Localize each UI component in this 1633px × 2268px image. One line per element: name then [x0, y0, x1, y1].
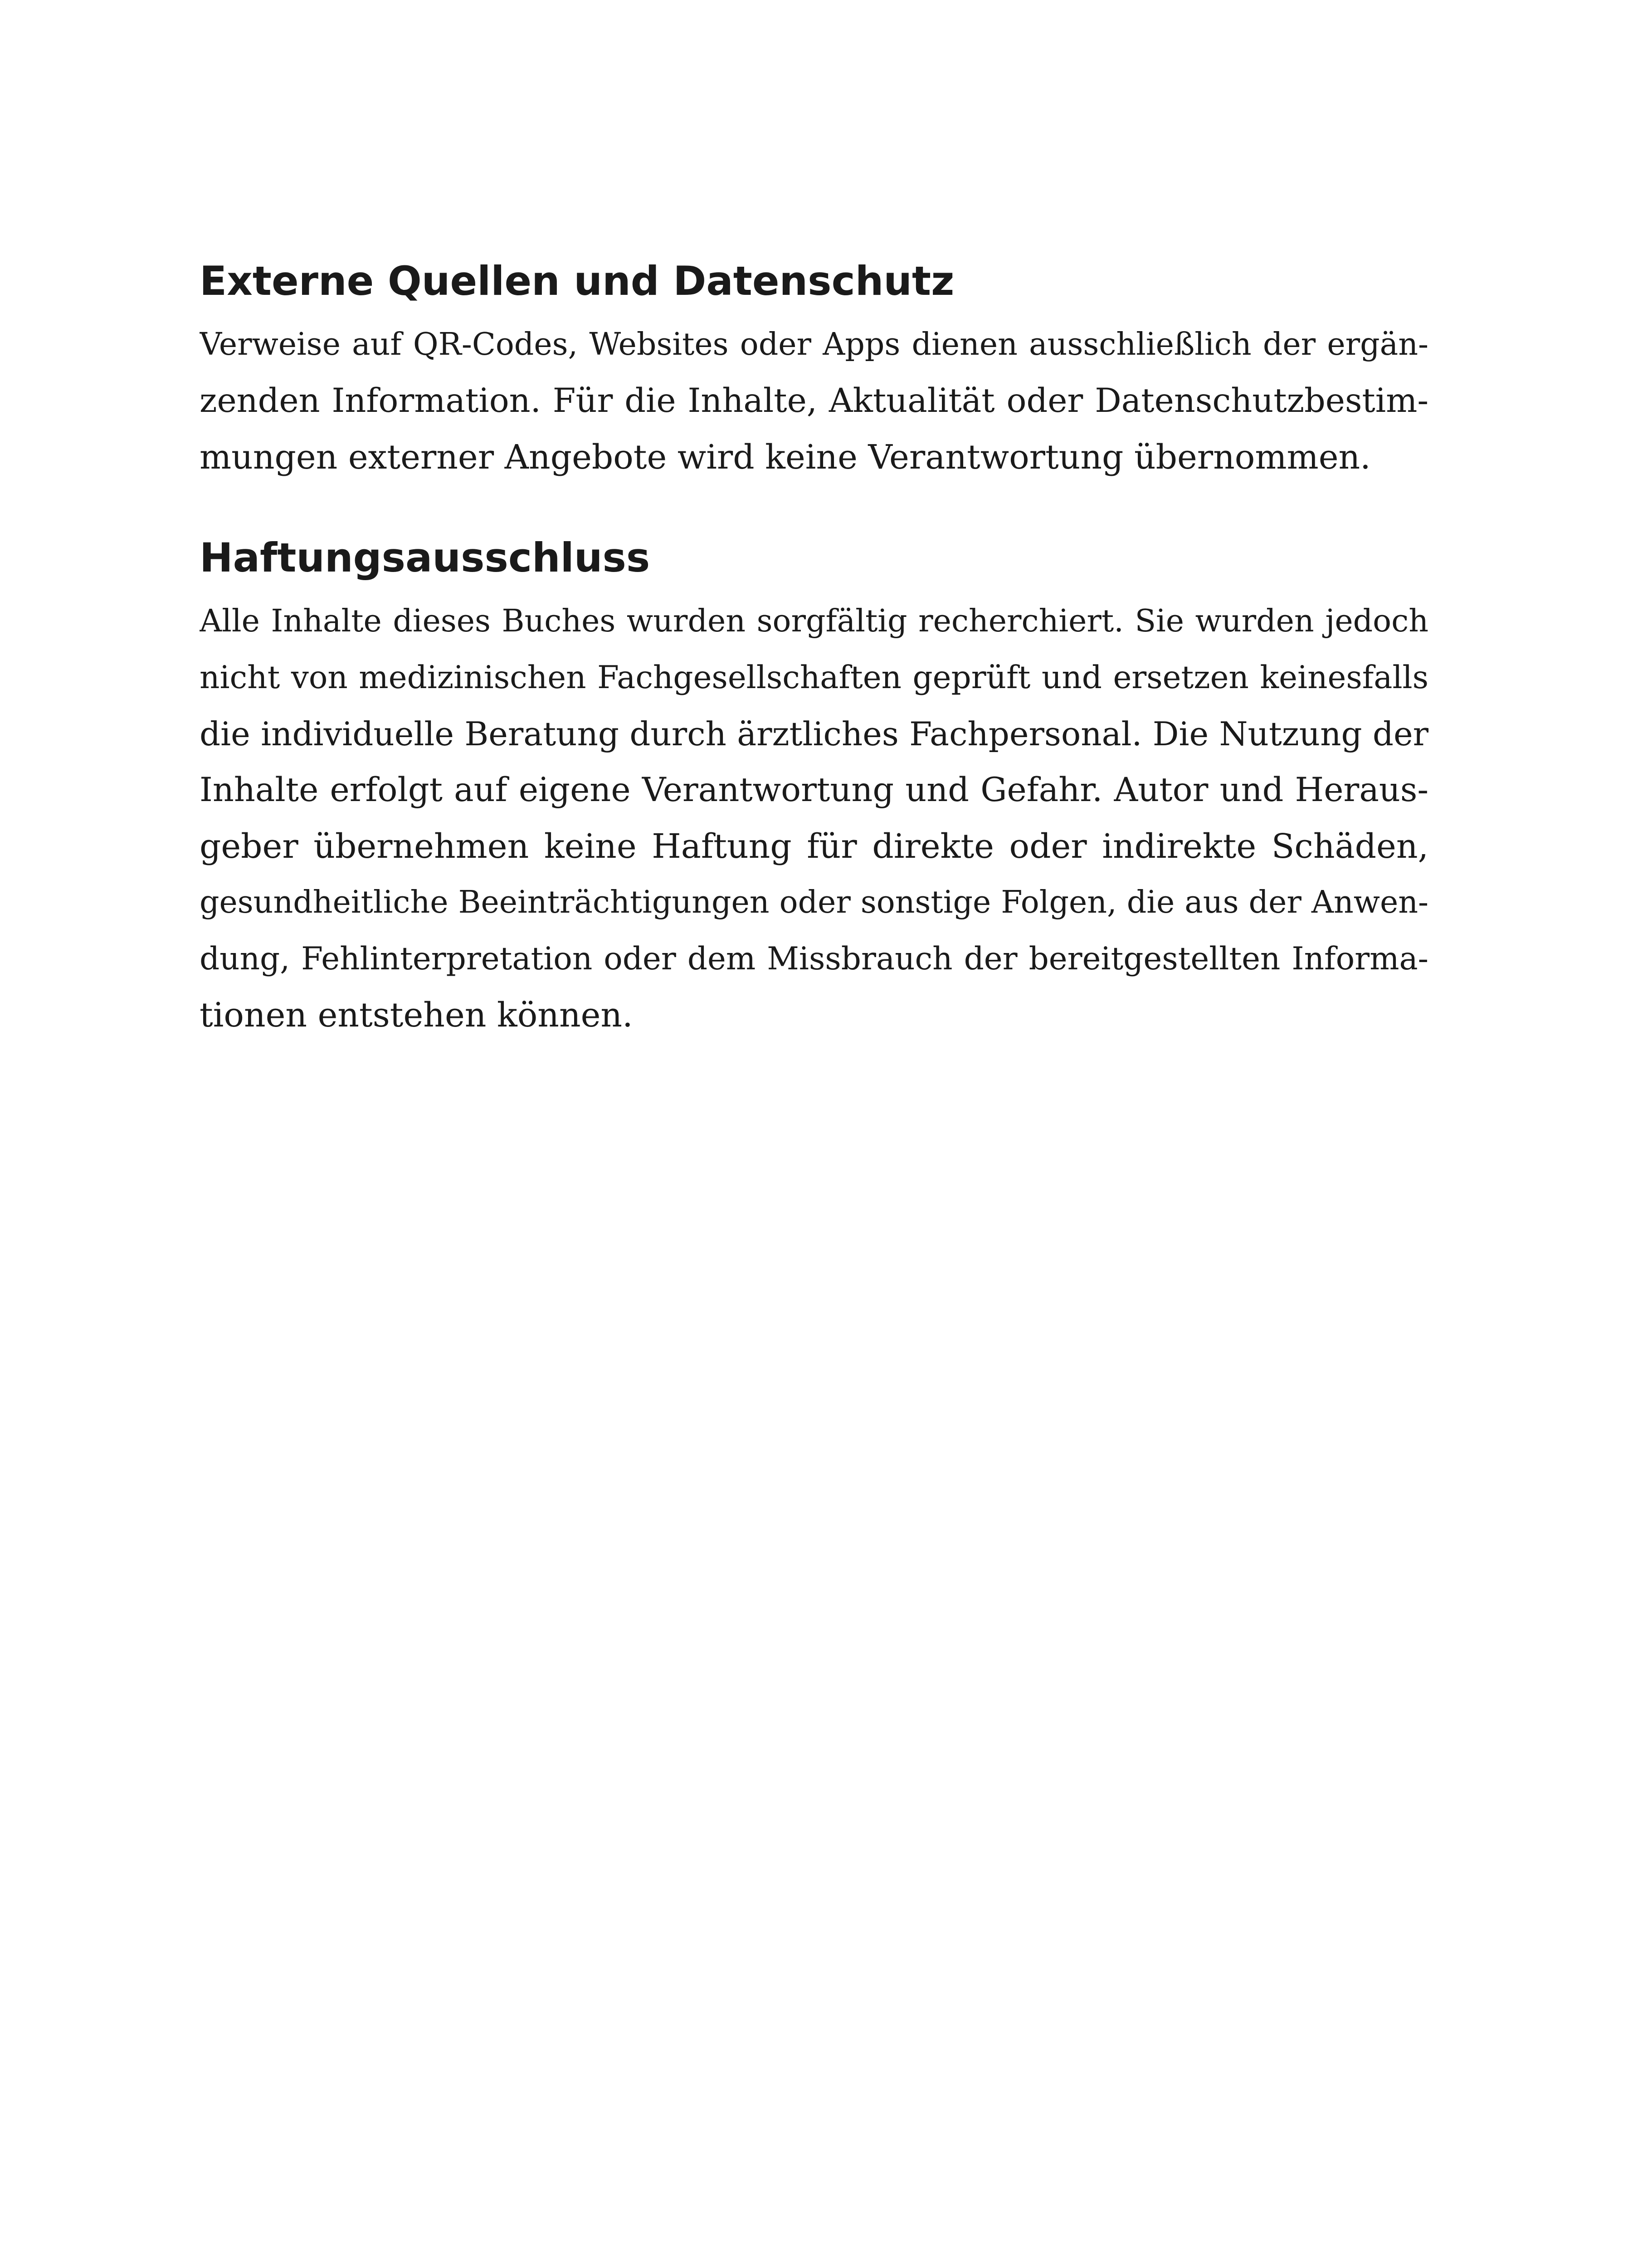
section-paragraph [200, 317, 1428, 485]
section-disclaimer [200, 531, 1428, 1043]
section-heading: Externe Quellen und Datenschutz [200, 258, 955, 304]
page-content [200, 254, 1428, 1089]
section-heading: Haftungsausschluss [200, 534, 650, 581]
section-external-sources [200, 254, 1428, 485]
text-line: gesundheitliche Beeinträchtigungen oder sonstige Folgen, die aus der Anwen- [200, 885, 1428, 920]
text-line: geber übernehmen keine Haftung für direkte oder indirekte Schäden, [200, 827, 1428, 866]
text-line: nicht von medizinischen Fachgesellschaften geprüft und ersetzen keinesfalls [200, 660, 1428, 696]
text-line: tionen entstehen können. [200, 996, 633, 1035]
text-line: Verweise auf QR-Codes, Websites oder Apps dienen ausschließlich der ergän- [200, 327, 1428, 362]
text-line: Inhalte erfolgt auf eigene Verantwortung und Gefahr. Autor und Heraus- [200, 771, 1428, 809]
text-line: dung, Fehlinterpretation oder dem Missbrauch der bereitgestellten Informa- [200, 941, 1428, 977]
text-line: die individuelle Beratung durch ärztliches Fachpersonal. Die Nutzung der [200, 715, 1428, 753]
section-paragraph [200, 593, 1428, 1043]
text-line: Alle Inhalte dieses Buches wurden sorgfältig recherchiert. Sie wurden jedoch [200, 603, 1428, 639]
text-line: zenden Information. Für die Inhalte, Aktualität oder Datenschutzbestim- [200, 381, 1428, 420]
text-line: mungen externer Angebote wird keine Verantwortung übernommen. [200, 438, 1371, 477]
